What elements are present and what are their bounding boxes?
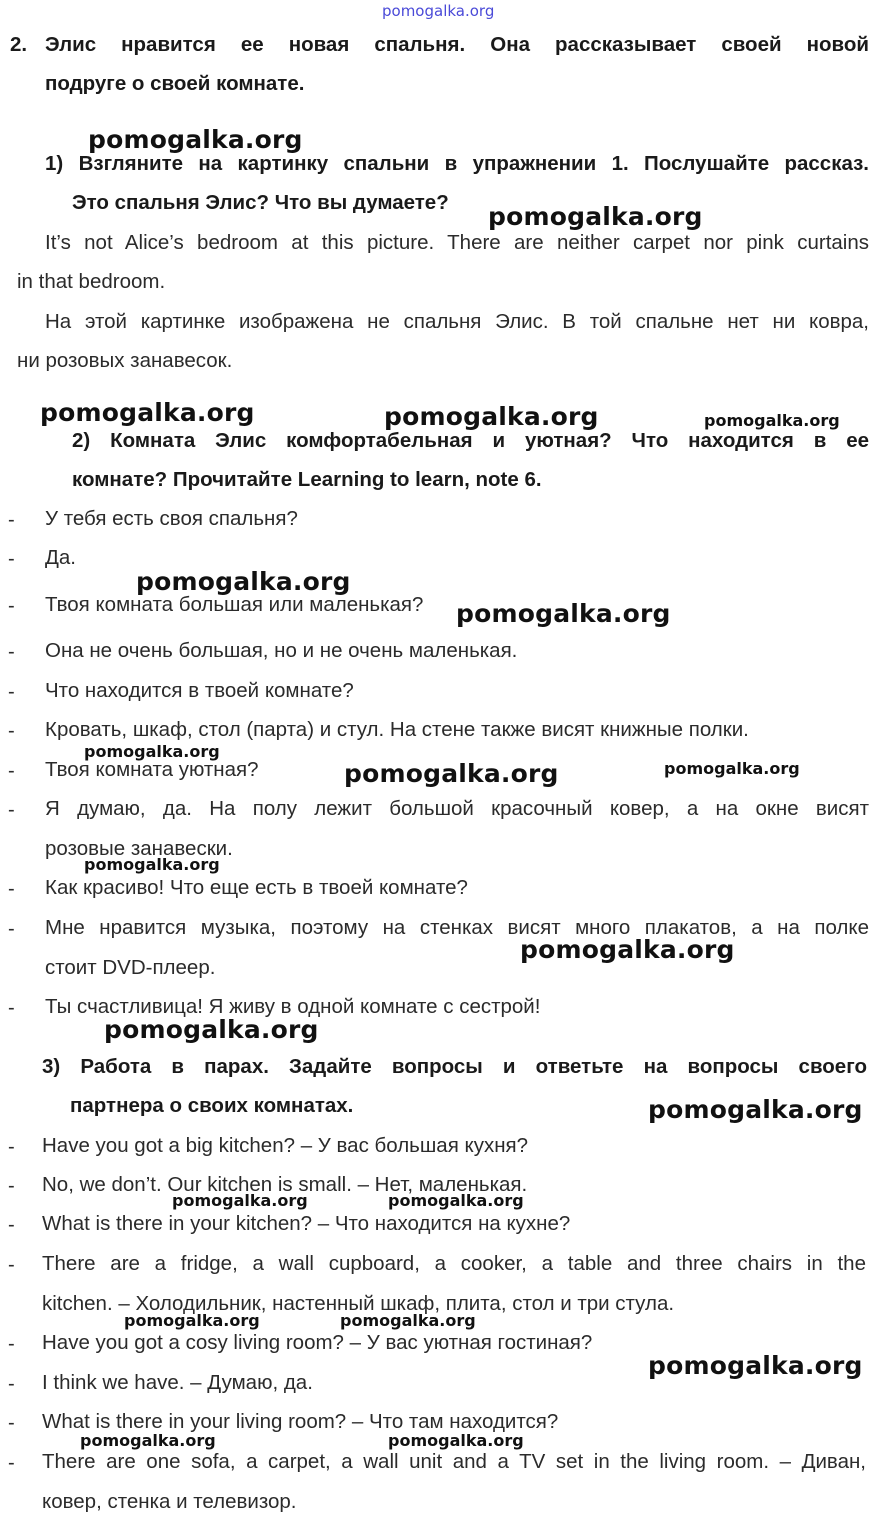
dialogue-line-continued: стоит DVD-плеер. bbox=[45, 956, 216, 979]
watermark: pomogalka.org bbox=[340, 1311, 476, 1330]
watermark-top: pomogalka.org bbox=[382, 2, 495, 20]
dash-marker: - bbox=[8, 799, 15, 821]
watermark: pomogalka.org bbox=[80, 1431, 216, 1450]
dialogue-line: What is there in your living room? – Что там находится? bbox=[42, 1410, 559, 1433]
dialogue-line: Я думаю, да. На полу лежит большой красочный ковер, а на окне висят bbox=[45, 797, 869, 820]
dialogue-line-continued: розовые занавески. bbox=[45, 837, 233, 860]
watermark: pomogalka.org bbox=[344, 759, 559, 788]
watermark: pomogalka.org bbox=[104, 1015, 319, 1044]
watermark: pomogalka.org bbox=[388, 1431, 524, 1450]
dialogue-line: Кровать, шкаф, стол (парта) и стул. На стене также висят книжные полки. bbox=[45, 718, 749, 741]
watermark: pomogalka.org bbox=[124, 1311, 260, 1330]
dialogue-line-continued: kitchen. – Холодильник, настенный шкаф, плита, стол и три стула. bbox=[42, 1292, 675, 1315]
watermark: pomogalka.org bbox=[456, 599, 671, 628]
watermark: pomogalka.org bbox=[520, 935, 735, 964]
dialogue-line: What is there in your kitchen? – Что находится на кухне? bbox=[42, 1212, 571, 1235]
dash-marker: - bbox=[8, 997, 15, 1019]
dialogue-line: I think we have. – Думаю, да. bbox=[42, 1371, 313, 1394]
dialogue-line: Да. bbox=[45, 546, 76, 569]
dialogue-line: There are a fridge, a wall cupboard, a cooker, a table and three chairs in the bbox=[42, 1252, 866, 1275]
dash-marker: - bbox=[8, 1452, 15, 1474]
dash-marker: - bbox=[8, 1214, 15, 1236]
dash-marker: - bbox=[8, 1333, 15, 1355]
dash-marker: - bbox=[8, 681, 15, 703]
task-heading-line1: Элис нравится ее новая спальня. Она рассказывает своей новой bbox=[45, 33, 869, 56]
watermark: pomogalka.org bbox=[40, 398, 255, 427]
task-heading-line2: подруге о своей комнате. bbox=[45, 72, 305, 95]
part3-heading-line1: 3) Работа в парах. Задайте вопросы и ответьте на вопросы своего bbox=[42, 1055, 867, 1078]
dash-marker: - bbox=[8, 1254, 15, 1276]
watermark: pomogalka.org bbox=[172, 1191, 308, 1210]
dash-marker: - bbox=[8, 1412, 15, 1434]
watermark: pomogalka.org bbox=[488, 202, 703, 231]
dialogue-line: Мне нравится музыка, поэтому на стенках висят много плакатов, а на полке bbox=[45, 916, 869, 939]
dialogue-line: Have you got a cosy living room? – У вас уютная гостиная? bbox=[42, 1331, 593, 1354]
dash-marker: - bbox=[8, 878, 15, 900]
dash-marker: - bbox=[8, 548, 15, 570]
part3-heading-line2: партнера о своих комнатах. bbox=[70, 1094, 354, 1117]
dash-marker: - bbox=[8, 760, 15, 782]
dash-marker: - bbox=[8, 918, 15, 940]
part2-heading-line1: 2) Комната Элис комфортабельная и уютная? Что находится в ее bbox=[72, 429, 869, 452]
dialogue-line: No, we don’t. Our kitchen is small. – Нет, маленькая. bbox=[42, 1173, 528, 1196]
task-number: 2. bbox=[10, 33, 28, 56]
part1-russian-line1: На этой картинке изображена не спальня Элис. В той спальне нет ни ковра, bbox=[45, 310, 869, 333]
dash-marker: - bbox=[8, 1136, 15, 1158]
watermark: pomogalka.org bbox=[664, 759, 800, 778]
dialogue-line: Твоя комната уютная? bbox=[45, 758, 259, 781]
dialogue-line-continued: ковер, стенка и телевизор. bbox=[42, 1490, 297, 1513]
dash-marker: - bbox=[8, 509, 15, 531]
watermark: pomogalka.org bbox=[704, 411, 840, 430]
dash-marker: - bbox=[8, 1175, 15, 1197]
dialogue-line: У тебя есть своя спальня? bbox=[45, 507, 298, 530]
watermark: pomogalka.org bbox=[84, 855, 220, 874]
dialogue-line: Твоя комната большая или маленькая? bbox=[45, 593, 424, 616]
part1-english-line2: in that bedroom. bbox=[17, 270, 166, 293]
watermark: pomogalka.org bbox=[648, 1351, 863, 1380]
dialogue-line: Она не очень большая, но и не очень маленькая. bbox=[45, 639, 518, 662]
dash-marker: - bbox=[8, 641, 15, 663]
part1-heading-line2: Это спальня Элис? Что вы думаете? bbox=[72, 191, 449, 214]
dash-marker: - bbox=[8, 595, 15, 617]
watermark: pomogalka.org bbox=[88, 125, 303, 154]
part1-russian-line2: ни розовых занавесок. bbox=[17, 349, 233, 372]
watermark: pomogalka.org bbox=[136, 567, 351, 596]
dash-marker: - bbox=[8, 720, 15, 742]
watermark: pomogalka.org bbox=[384, 402, 599, 431]
dash-marker: - bbox=[8, 1373, 15, 1395]
watermark: pomogalka.org bbox=[648, 1095, 863, 1124]
watermark: pomogalka.org bbox=[84, 742, 220, 761]
watermark: pomogalka.org bbox=[388, 1191, 524, 1210]
dialogue-line: Have you got a big kitchen? – У вас большая кухня? bbox=[42, 1134, 529, 1157]
part1-heading-line1: 1) Взгляните на картинку спальни в упражнении 1. Послушайте рассказ. bbox=[45, 152, 869, 175]
dialogue-line: Что находится в твоей комнате? bbox=[45, 679, 354, 702]
dialogue-line: There are one sofa, a carpet, a wall unit and a TV set in the living room. – Диван, bbox=[42, 1450, 866, 1473]
dialogue-line: Ты счастливица! Я живу в одной комнате с сестрой! bbox=[45, 995, 541, 1018]
part1-english-line1: It’s not Alice’s bedroom at this picture. There are neither carpet nor pink curtains bbox=[45, 231, 869, 254]
dialogue-line: Как красиво! Что еще есть в твоей комнате? bbox=[45, 876, 468, 899]
part2-heading-line2: комнате? Прочитайте Learning to learn, note 6. bbox=[72, 468, 542, 491]
